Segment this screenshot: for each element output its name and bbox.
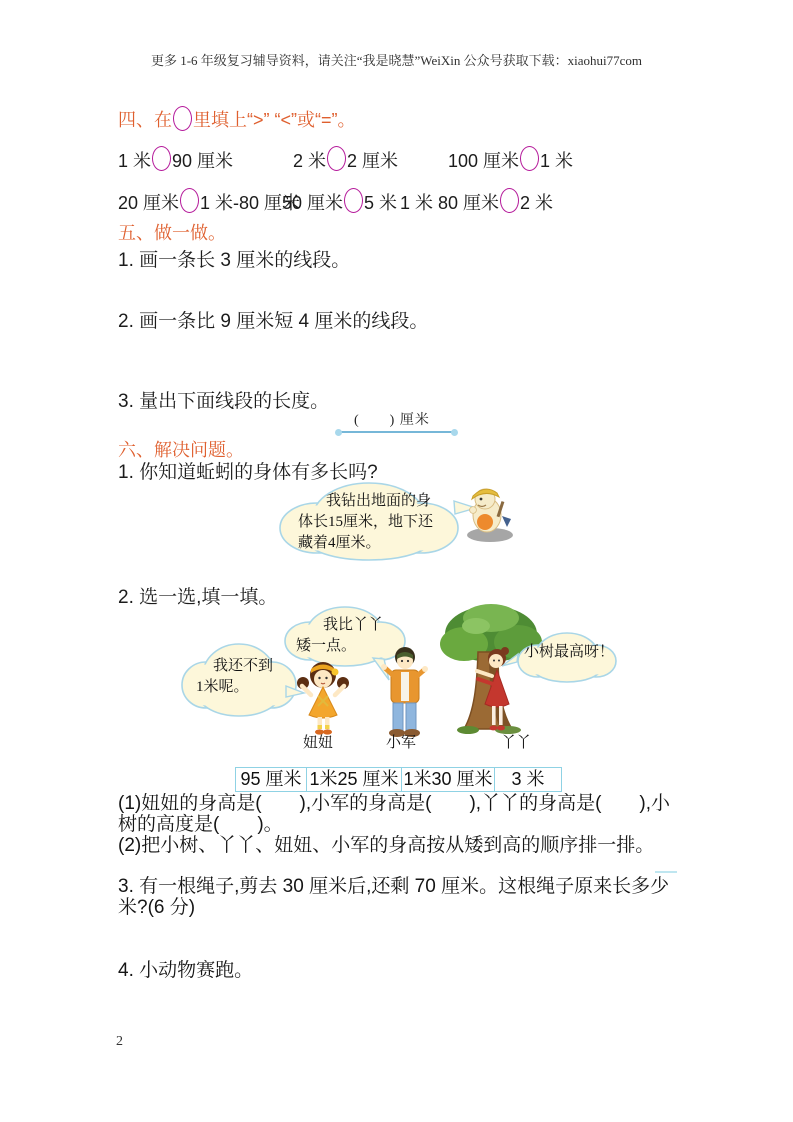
task-draw-shorter-segment: 2. 画一条比 9 厘米短 4 厘米的线段。 — [118, 311, 429, 332]
answer-circle-icon — [180, 188, 199, 213]
comparison-left: 2 米 — [293, 151, 327, 171]
niuniu-speech-text: 我还不到 1米呢。 — [196, 658, 274, 695]
segment-endpoint-left-icon — [335, 429, 342, 436]
comparison-right: 90 厘米 — [172, 151, 234, 171]
order-question: (2)把小树、丫丫、妞妞、小军的身高按从矮到高的顺序排一排。 — [118, 835, 655, 856]
segment-endpoint-right-icon — [451, 429, 458, 436]
comparison-right: 2 厘米 — [347, 151, 399, 171]
worm-speech-text: 我钻出地面的身 体长15厘米，地下还 藏着4厘米。 — [298, 493, 434, 551]
question-earthworm: 1. 你知道蚯蚓的身体有多长吗? — [118, 462, 378, 483]
worm-illustration — [460, 482, 520, 544]
comparison-right: 1 米-80 厘米 — [200, 193, 301, 213]
comparison-item-4 — [118, 188, 300, 215]
comparison-right: 1 米 — [540, 151, 574, 171]
comparison-item-2 — [293, 146, 398, 173]
girl-niuniu-illustration — [294, 658, 352, 736]
answer-circle-icon — [520, 146, 539, 171]
comparison-left: 1 米 80 厘米 — [400, 193, 500, 213]
label-niuniu: 妞妞 — [303, 735, 334, 751]
answer-circle-icon — [152, 146, 171, 171]
comparison-left: 50 厘米 — [282, 193, 344, 213]
rope-question-line-2: 米?(6 分) — [118, 897, 196, 918]
comparison-left: 1 米 — [118, 151, 152, 171]
section-six-title: 六、解决问题。 — [118, 440, 244, 460]
option-cell-1: 95 厘米 — [240, 769, 302, 789]
question-choose-fill: 2. 选一选,填一填。 — [118, 587, 278, 608]
xiaojun-speech-text: 我比丫丫 矮一点。 — [296, 617, 384, 654]
measure-segment-label: ( ) 厘米 — [354, 413, 430, 428]
section-four-title — [118, 106, 356, 132]
comparison-item-5 — [282, 188, 397, 215]
stray-mark — [655, 871, 677, 873]
option-cell-2: 1米25 厘米 — [306, 768, 401, 791]
label-xiaojun: 小军 — [386, 735, 417, 751]
answer-circle-icon — [173, 106, 192, 131]
girl-yaya-illustration — [474, 646, 518, 736]
section-four-title-suffix: 里填上“>” “<”或“=”。 — [193, 110, 356, 130]
fill-blank-line-1: (1)妞妞的身高是( ),小军的身高是( ),丫丫的身高是( ),小 — [118, 793, 671, 814]
task-draw-segment: 1. 画一条长 3 厘米的线段。 — [118, 250, 351, 271]
section-four-title-prefix: 四、在 — [118, 110, 172, 130]
header-note: 更多 1-6 年级复习辅导资料，请关注“我是晓慧”WeiXin 公众号获取下载：xiaohui77com — [150, 53, 643, 68]
comparison-left: 20 厘米 — [118, 193, 180, 213]
comparison-right: 2 米 — [520, 193, 554, 213]
option-cell-3: 1米30 厘米 — [401, 768, 494, 791]
yaya-speech-text: 小树最高呀！ — [524, 644, 615, 660]
answer-circle-icon — [500, 188, 519, 213]
race-question: 4. 小动物赛跑。 — [118, 960, 254, 981]
comparison-item-6 — [400, 188, 553, 215]
rope-question-line-1: 3. 有一根绳子,剪去 30 厘米后,还剩 70 厘米。这根绳子原来长多少 — [118, 876, 670, 897]
fill-blank-line-2: 树的高度是( )。 — [118, 814, 283, 835]
comparison-right: 5 米 — [364, 193, 398, 213]
comparison-item-1 — [118, 146, 233, 173]
boy-xiaojun-illustration — [379, 646, 429, 740]
task-measure-segment: 3. 量出下面线段的长度。 — [118, 391, 330, 412]
label-yaya: 丫丫 — [501, 735, 532, 751]
option-cell-4: 3 米 — [494, 768, 561, 791]
comparison-left: 100 厘米 — [448, 151, 520, 171]
options-table — [235, 767, 562, 792]
answer-circle-icon — [327, 146, 346, 171]
page-number: 2 — [116, 1034, 123, 1049]
answer-circle-icon — [344, 188, 363, 213]
comparison-item-3 — [448, 146, 573, 173]
measure-segment-line — [339, 431, 455, 433]
section-five-title: 五、做一做。 — [118, 223, 226, 243]
